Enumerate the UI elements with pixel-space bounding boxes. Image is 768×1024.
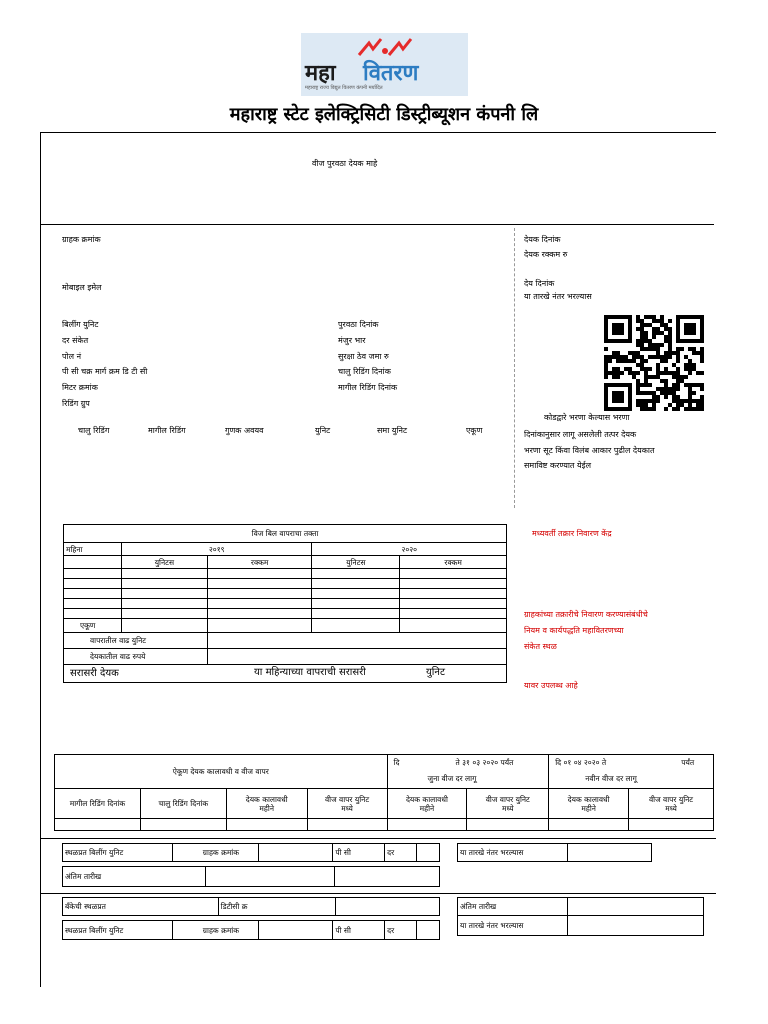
use-header-3b: मध्ये <box>665 803 677 813</box>
top-rule <box>40 132 716 133</box>
logo-vitaran: वितरण <box>363 61 419 86</box>
units-2020-header: युनिटस <box>312 556 400 569</box>
months-header-2b: महीने <box>419 803 435 813</box>
use-header-2b: मध्ये <box>501 803 514 813</box>
table-row <box>64 619 507 633</box>
table-row <box>64 569 507 579</box>
slip1-row2 <box>62 866 440 887</box>
slip1-pc: पी सी <box>333 844 385 862</box>
qr-code-icon <box>604 315 704 411</box>
new-period-from: दि ०१ ०४ २०२० ते <box>555 758 607 767</box>
left-rule <box>40 132 41 987</box>
bottom-rule-2 <box>40 893 716 894</box>
months-header-1a: देयक कालावधी <box>245 794 288 804</box>
current-reading-header: चालु रिडिंग <box>78 426 110 435</box>
months-header-2a: देयक कालावधी <box>405 794 448 804</box>
bill-date-label: देयक दिनांक <box>524 235 561 244</box>
slip1-after <box>457 843 652 862</box>
table-row <box>64 609 507 619</box>
middle-divider <box>514 228 515 508</box>
amount-2019-header: रक्कम <box>207 556 312 569</box>
slip1-last-date: अंतिम तारीख <box>63 867 206 887</box>
sanctioned-load-label: मंजुर भार <box>338 336 366 345</box>
after-date-label: या तारखे नंतर भरल्यास <box>524 292 592 301</box>
bottom-rule-1 <box>40 838 716 839</box>
slip2-rate: दर <box>385 921 417 940</box>
header-rule <box>40 224 714 225</box>
slip1-rate: दर <box>385 844 417 862</box>
units-2019-header: युनिटस <box>121 556 207 569</box>
logo-maha: महा <box>305 61 336 86</box>
average-bill-label: सरासरी देयक <box>70 667 119 679</box>
pc-route-dtc-label: पी सी चक्र मार्ग क्रम डि टी सी <box>62 367 148 376</box>
old-period-to: ते ३१ ०३ २०२० पर्यंत <box>455 758 514 767</box>
logo-tagline: महाराष्ट्र राज्य विद्युत वितरण कंपनी मर्यादित <box>305 85 383 91</box>
usage-table <box>63 524 507 683</box>
logo <box>301 33 468 96</box>
months-header-3b: महीने <box>581 803 596 813</box>
period-head: ऐकूण देयक कालावधी व वीज वापर <box>55 755 388 789</box>
months-header-1b: महीने <box>259 803 274 813</box>
total-header: एकूण <box>466 426 483 435</box>
use-header-2a: वीज वापर युनिट <box>485 794 530 804</box>
new-period-to: पर्यंत <box>681 758 695 767</box>
old-rate-label: जुना वीज दर लागू <box>427 774 477 783</box>
year-2020-header: २०२० <box>312 543 507 556</box>
use-header-1a: वीज वापर युनिट <box>325 794 370 804</box>
slip1-row1 <box>62 843 440 862</box>
table-row <box>55 819 714 831</box>
company-name: महाराष्ट्र स्टेट इलेक्ट्रिसिटी डिस्ट्रीब्यूशन कंपनी लि <box>229 104 539 125</box>
qr-note-4: समाविष्ट करण्यात येईल <box>524 461 592 470</box>
use-header-1b: मध्ये <box>341 803 353 813</box>
security-deposit-label: सुरक्षा ठेव जमा रु <box>338 352 389 361</box>
year-2019-header: २०१९ <box>121 543 312 556</box>
lightning-logo-icon <box>355 37 415 59</box>
unit-increase-label: वापरातील वाढ युनिट <box>64 633 208 649</box>
unit-header: युनिट <box>315 426 331 435</box>
old-period-from: दि <box>393 758 400 767</box>
average-unit-label: युनिट <box>426 667 445 678</box>
bill-month-label: वीज पुरवठा देयक माहे <box>312 159 378 168</box>
grievance-available: यावर उपलब्ध आहे <box>524 681 578 690</box>
table-row <box>64 599 507 609</box>
reading-group-label: रिडिंग ग्रुप <box>62 399 90 408</box>
billing-unit-label: बिलींग युनिट <box>62 320 99 329</box>
table-row <box>64 589 507 599</box>
meter-no-label: मिटर क्रमांक <box>62 383 98 392</box>
amount-2020-header: रक्कम <box>400 556 507 569</box>
total-label: एकूण <box>64 619 122 633</box>
current-reading-date-header: चालु रिडिंग दिनांक <box>140 789 226 819</box>
slip2-right <box>457 897 704 936</box>
slip2-dtc: डिटीसी क्र <box>218 898 336 916</box>
slip1-after-label: या तारखे नंतर भरल्यास <box>458 844 568 862</box>
due-date-label: देय दिनांक <box>524 279 555 288</box>
new-rate-label: नवीन वीज दर लागू <box>585 774 637 783</box>
slip1-place-unit: स्थळप्रत बिलींग युनिट <box>63 844 173 862</box>
tariff-code-label: दर संकेत <box>62 336 89 345</box>
period-table <box>54 754 714 831</box>
consumer-no-label: ग्राहक क्रमांक <box>62 235 101 244</box>
mobile-email-label: मोबाइल इमेल <box>62 283 102 292</box>
slip2-last-date: अंतिम तारीख <box>458 898 568 916</box>
previous-reading-header: मागील रिडिंग <box>148 426 186 435</box>
slip2-row1 <box>62 897 440 916</box>
months-header-3a: देयक कालावधी <box>567 794 610 804</box>
pole-no-label: पोल नं <box>62 352 82 361</box>
qr-note-3: भरणा सूट किंवा विलंब आकार पुढील देयकात <box>524 446 655 455</box>
adjusted-unit-header: समा युनिट <box>377 426 407 435</box>
slip2-after: या तारखे नंतर भरल्यास <box>458 916 568 936</box>
use-header-3a: वीज वापर युनिट <box>648 794 694 804</box>
previous-reading-date-header: मागील रिडिंग दिनांक <box>55 789 141 819</box>
grievance-rules-2: नियम व कार्यपद्धति महावितरणच्या <box>524 626 624 635</box>
qr-note-1: कोडद्वारे भरणा केल्यास भरणा <box>544 413 630 422</box>
average-usage-label: या महिन्याच्या वापराची सरासरी <box>254 667 366 678</box>
supply-date-label: पुरवठा दिनांक <box>338 320 379 329</box>
current-reading-date-label: चालु रिडिंग दिनांक <box>338 367 391 376</box>
month-header: महिना <box>64 543 122 556</box>
grievance-rules-1: ग्राहकांच्या तक्रारीचे निवारण करण्यासंबंधीचे <box>524 610 648 619</box>
slip2-bank: बँकेची स्थळप्रत <box>63 898 219 916</box>
grievance-rules-3: संकेत स्थळ <box>524 642 557 651</box>
amount-increase-label: देयकातील वाढ रुपये <box>64 649 208 665</box>
bill-amount-label: देयक रक्कम रु <box>524 250 568 259</box>
slip2-consumer-no: ग्राहक क्रमांक <box>172 921 258 940</box>
multiplier-header: गुणक अवयव <box>225 426 264 435</box>
slip1-consumer-no: ग्राहक क्रमांक <box>172 844 258 862</box>
previous-reading-date-label: मागील रिडिंग दिनांक <box>338 383 398 392</box>
slip2-pc: पी सी <box>333 921 385 940</box>
grievance-center: मध्यवर्ती तक्रार निवारण केंद्र <box>532 529 612 538</box>
table-row <box>64 579 507 589</box>
slip2-place-unit: स्थळप्रत बिलींग युनिट <box>63 921 173 940</box>
usage-table-title: विज बिल वापराचा तक्ता <box>64 525 507 543</box>
slip2-row2 <box>62 920 440 940</box>
qr-note-2: दिनांकानुसार लागू असलेली तत्पर देयक <box>524 430 637 439</box>
